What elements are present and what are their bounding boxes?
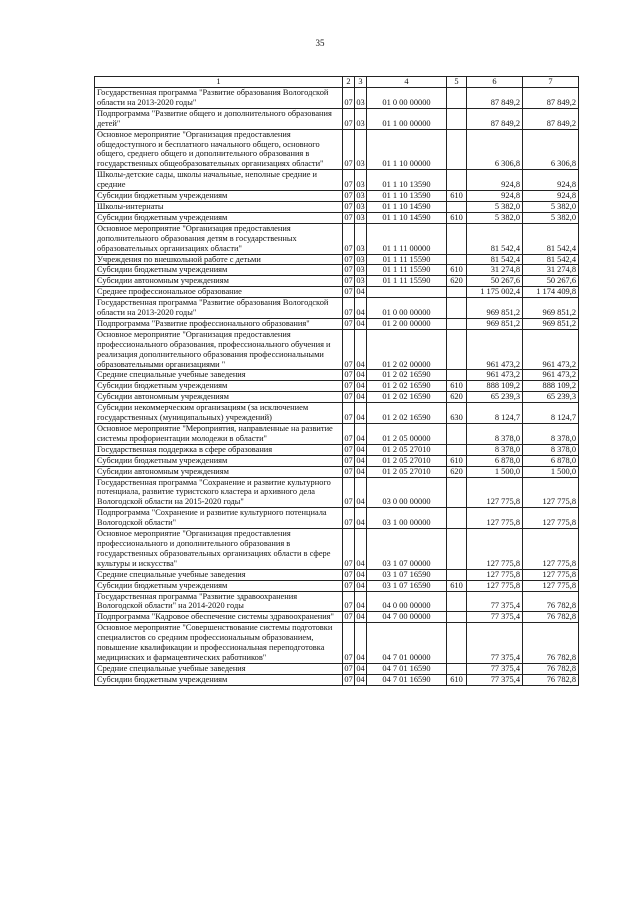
section-cell: 07 — [343, 477, 355, 508]
section-cell: 07 — [343, 129, 355, 170]
amount-cell-col6: 1 175 002,4 — [467, 287, 523, 298]
section-cell: 07 — [344, 318, 353, 328]
header-cell: 2 — [343, 77, 355, 88]
target-article-cell: 03 1 00 00000 — [367, 508, 447, 529]
subsection-cell: 04 — [355, 477, 367, 508]
amount-cell-col6: 77 375,4 — [467, 591, 523, 612]
table-row — [95, 212, 579, 223]
expense-type-cell — [447, 170, 467, 191]
row-name-cell: Подпрограмма "Кадровое обеспечение системы здравоохранения" — [95, 612, 343, 623]
subsection-cell: 03 — [355, 88, 367, 109]
amount-cell-col7: 87 849,2 — [523, 88, 579, 109]
header-cell: 6 — [467, 77, 523, 88]
header-cell: 4 — [367, 77, 447, 88]
section-cell: 07 — [344, 392, 353, 402]
target-article-cell: 01 2 02 16590 — [367, 381, 447, 392]
amount-cell-col7: 5 382,0 — [523, 212, 579, 223]
row-name-cell: Основное мероприятие "Организация предоставления дополнительного образования детям в государственных образовательных организациях области" — [95, 223, 343, 254]
target-article-cell: 01 0 00 00000 — [367, 298, 447, 319]
table-row — [95, 287, 579, 298]
row-name-cell: Школы-интернаты — [95, 201, 343, 212]
amount-cell-col6: 127 775,8 — [467, 529, 523, 570]
row-name-cell: Основное мероприятие "Совершенствование системы подготовки специалистов со средним профессиональным образованием, повышение квалификации и профессиональная переподготовка медицинских и фармацевтических работников" — [95, 623, 343, 664]
header-cell: 3 — [355, 77, 367, 88]
subsection-cell: 04 — [355, 591, 367, 612]
amount-cell-col6: 127 775,8 — [467, 508, 523, 529]
section-cell: 07 — [343, 591, 355, 612]
subsection-cell: 03 — [356, 265, 365, 275]
amount-cell-col7: 65 239,3 — [523, 392, 579, 403]
amount-cell-col7: 924,8 — [523, 170, 579, 191]
amount-cell-col6: 969 851,2 — [467, 318, 523, 329]
table-row — [95, 455, 579, 466]
target-article-cell: 01 1 11 15590 — [367, 276, 447, 287]
amount-cell-col7: 969 851,2 — [523, 298, 579, 319]
target-article-cell: 01 1 00 00000 — [367, 108, 447, 129]
expense-type-cell: 610 — [447, 381, 467, 392]
target-article-cell: 03 0 00 00000 — [367, 477, 447, 508]
table-row — [95, 569, 579, 580]
budget-table — [94, 76, 579, 686]
section-cell: 07 — [344, 466, 353, 476]
table-row — [95, 612, 579, 623]
amount-cell-col6: 50 267,6 — [467, 276, 523, 287]
expense-type-cell — [447, 370, 467, 381]
amount-cell-col6: 8 124,7 — [467, 403, 523, 424]
target-article-cell: 01 1 11 15590 — [367, 265, 447, 276]
table-row — [95, 170, 579, 191]
expense-type-cell — [447, 424, 467, 445]
amount-cell-col6: 8 378,0 — [467, 444, 523, 455]
table-row — [95, 477, 579, 508]
row-name-cell: Государственная программа "Развитие здравоохранения Вологодской области" на 2014-2020 годы — [95, 591, 343, 612]
section-cell: 07 — [344, 191, 353, 201]
table-row — [95, 381, 579, 392]
target-article-cell: 01 1 10 13590 — [367, 170, 447, 191]
subsection-cell: 04 — [355, 424, 367, 445]
section-cell: 07 — [343, 623, 355, 664]
target-article-cell: 04 7 01 16590 — [367, 663, 447, 674]
subsection-cell: 03 — [356, 212, 365, 222]
amount-cell-col7: 81 542,4 — [523, 223, 579, 254]
section-cell: 07 — [344, 674, 353, 684]
subsection-cell: 04 — [355, 529, 367, 570]
amount-cell-col6: 6 306,8 — [467, 129, 523, 170]
target-article-cell — [367, 287, 447, 298]
expense-type-cell — [447, 287, 467, 298]
amount-cell-col7: 127 775,8 — [523, 580, 579, 591]
expense-type-cell — [447, 508, 467, 529]
amount-cell-col7: 127 775,8 — [523, 477, 579, 508]
amount-cell-col7: 31 274,8 — [523, 265, 579, 276]
target-article-cell: 01 2 02 00000 — [367, 329, 447, 370]
section-cell: 07 — [344, 276, 353, 286]
target-article-cell: 01 1 10 14590 — [367, 212, 447, 223]
target-article-cell: 01 1 11 15590 — [367, 254, 447, 265]
amount-cell-col6: 77 375,4 — [467, 663, 523, 674]
expense-type-cell — [447, 612, 467, 623]
expense-type-cell — [447, 318, 467, 329]
amount-cell-col6: 8 378,0 — [467, 424, 523, 445]
section-cell: 07 — [343, 108, 355, 129]
row-name-cell: Подпрограмма "Развитие профессионального образования" — [95, 318, 343, 329]
section-cell: 07 — [343, 403, 355, 424]
table-row — [95, 298, 579, 319]
amount-cell-col7: 127 775,8 — [523, 569, 579, 580]
amount-cell-col7: 87 849,2 — [523, 108, 579, 129]
table-row — [95, 318, 579, 329]
target-article-cell: 01 2 05 27010 — [367, 455, 447, 466]
table-row — [95, 129, 579, 170]
amount-cell-col6: 888 109,2 — [467, 381, 523, 392]
subsection-cell: 03 — [356, 254, 365, 264]
row-name-cell: Средние специальные учебные заведения — [95, 569, 343, 580]
amount-cell-col6: 127 775,8 — [467, 580, 523, 591]
section-cell: 07 — [344, 569, 353, 579]
target-article-cell: 01 2 05 00000 — [367, 424, 447, 445]
amount-cell-col6: 127 775,8 — [467, 569, 523, 580]
subsection-cell: 04 — [355, 298, 367, 319]
target-article-cell: 01 2 02 16590 — [367, 392, 447, 403]
amount-cell-col7: 5 382,0 — [523, 201, 579, 212]
amount-cell-col7: 76 782,8 — [523, 623, 579, 664]
expense-type-cell: 610 — [447, 212, 467, 223]
table-row — [95, 392, 579, 403]
expense-type-cell: 620 — [447, 466, 467, 477]
section-cell: 07 — [343, 298, 355, 319]
row-name-cell: Субсидии бюджетным учреждениям — [95, 191, 343, 202]
amount-cell-col6: 961 473,2 — [467, 329, 523, 370]
section-cell: 07 — [343, 529, 355, 570]
amount-cell-col7: 127 775,8 — [523, 529, 579, 570]
expense-type-cell — [447, 223, 467, 254]
section-cell: 07 — [344, 663, 353, 673]
expense-type-cell: 610 — [447, 191, 467, 202]
amount-cell-col7: 81 542,4 — [523, 254, 579, 265]
expense-type-cell — [447, 477, 467, 508]
subsection-cell: 04 — [355, 329, 367, 370]
subsection-cell: 04 — [355, 623, 367, 664]
row-name-cell: Субсидии бюджетным учреждениям — [95, 212, 343, 223]
section-cell: 07 — [344, 212, 353, 222]
expense-type-cell — [447, 108, 467, 129]
target-article-cell: 03 1 07 16590 — [367, 580, 447, 591]
row-name-cell: Основное мероприятие "Мероприятия, направленные на развитие системы профориентации молодежи в области" — [95, 424, 343, 445]
subsection-cell: 04 — [356, 287, 365, 297]
amount-cell-col7: 8 378,0 — [523, 444, 579, 455]
subsection-cell: 03 — [356, 191, 365, 201]
amount-cell-col6: 5 382,0 — [467, 212, 523, 223]
table-row — [95, 370, 579, 381]
expense-type-cell — [447, 591, 467, 612]
expense-type-cell — [447, 663, 467, 674]
expense-type-cell: 620 — [447, 276, 467, 287]
amount-cell-col6: 6 878,0 — [467, 455, 523, 466]
subsection-cell: 03 — [355, 108, 367, 129]
amount-cell-col7: 76 782,8 — [523, 663, 579, 674]
row-name-cell: Субсидии автономным учреждениям — [95, 392, 343, 403]
row-name-cell: Субсидии бюджетным учреждениям — [95, 580, 343, 591]
amount-cell-col6: 77 375,4 — [467, 674, 523, 685]
amount-cell-col7: 1 500,0 — [523, 466, 579, 477]
table-header-row — [95, 77, 579, 88]
target-article-cell: 01 2 02 16590 — [367, 370, 447, 381]
amount-cell-col6: 127 775,8 — [467, 477, 523, 508]
section-cell: 07 — [343, 88, 355, 109]
amount-cell-col7: 50 267,6 — [523, 276, 579, 287]
target-article-cell: 03 1 07 16590 — [367, 569, 447, 580]
table-row — [95, 88, 579, 109]
subsection-cell: 03 — [356, 276, 365, 286]
row-name-cell: Основное мероприятие "Организация предоставления общедоступного и бесплатного начального общего, основного общего, среднего общего и дополнительного образования в государственных общеобразовательных организациях области" — [95, 129, 343, 170]
expense-type-cell: 610 — [447, 580, 467, 591]
table-row — [95, 466, 579, 477]
row-name-cell: Субсидии бюджетным учреждениям — [95, 674, 343, 685]
amount-cell-col7: 961 473,2 — [523, 329, 579, 370]
row-name-cell: Подпрограмма "Сохранение и развитие культурного потенциала Вологодской области" — [95, 508, 343, 529]
target-article-cell: 01 1 10 00000 — [367, 129, 447, 170]
subsection-cell: 04 — [355, 403, 367, 424]
table-row — [95, 223, 579, 254]
amount-cell-col7: 1 174 409,8 — [523, 287, 579, 298]
amount-cell-col6: 1 500,0 — [467, 466, 523, 477]
subsection-cell: 04 — [356, 370, 365, 380]
target-article-cell: 04 7 01 16590 — [367, 674, 447, 685]
section-cell: 07 — [343, 223, 355, 254]
row-name-cell: Школы-детские сады, школы начальные, неполные средние и средние — [95, 170, 343, 191]
section-cell: 07 — [343, 424, 355, 445]
expense-type-cell — [447, 129, 467, 170]
expense-type-cell — [447, 254, 467, 265]
target-article-cell: 01 1 10 13590 — [367, 191, 447, 202]
subsection-cell: 04 — [356, 569, 365, 579]
amount-cell-col6: 87 849,2 — [467, 88, 523, 109]
expense-type-cell: 630 — [447, 403, 467, 424]
amount-cell-col7: 76 782,8 — [523, 674, 579, 685]
section-cell: 07 — [344, 444, 353, 454]
target-article-cell: 01 1 10 14590 — [367, 201, 447, 212]
target-article-cell: 01 2 02 16590 — [367, 403, 447, 424]
table-row — [95, 191, 579, 202]
table-row — [95, 591, 579, 612]
table-body — [95, 88, 579, 686]
amount-cell-col6: 924,8 — [467, 170, 523, 191]
expense-type-cell: 610 — [447, 265, 467, 276]
table-row — [95, 674, 579, 685]
amount-cell-col6: 969 851,2 — [467, 298, 523, 319]
target-article-cell: 01 2 00 00000 — [367, 318, 447, 329]
expense-type-cell — [447, 88, 467, 109]
target-article-cell: 03 1 07 00000 — [367, 529, 447, 570]
target-article-cell: 01 2 05 27010 — [367, 444, 447, 455]
table-row — [95, 108, 579, 129]
header-cell: 1 — [95, 77, 343, 88]
row-name-cell: Субсидии автономным учреждениям — [95, 276, 343, 287]
table-row — [95, 265, 579, 276]
expense-type-cell — [447, 444, 467, 455]
amount-cell-col7: 6 878,0 — [523, 455, 579, 466]
subsection-cell: 04 — [356, 674, 365, 684]
table-row — [95, 580, 579, 591]
row-name-cell: Средние специальные учебные заведения — [95, 663, 343, 674]
amount-cell-col7: 8 378,0 — [523, 424, 579, 445]
row-name-cell: Основное мероприятие "Организация предоставления профессионального образования, профессионального обучения и реализация дополнительного образования профессиональными образовательными организациями " — [95, 329, 343, 370]
section-cell: 07 — [344, 381, 353, 391]
target-article-cell: 01 0 00 00000 — [367, 88, 447, 109]
target-article-cell: 01 2 05 27010 — [367, 466, 447, 477]
subsection-cell: 03 — [355, 129, 367, 170]
expense-type-cell — [447, 623, 467, 664]
amount-cell-col6: 961 473,2 — [467, 370, 523, 381]
amount-cell-col6: 65 239,3 — [467, 392, 523, 403]
amount-cell-col7: 8 124,7 — [523, 403, 579, 424]
row-name-cell: Среднее профессиональное образование — [95, 287, 343, 298]
subsection-cell: 03 — [355, 170, 367, 191]
target-article-cell: 04 7 01 00000 — [367, 623, 447, 664]
subsection-cell: 04 — [356, 466, 365, 476]
amount-cell-col7: 6 306,8 — [523, 129, 579, 170]
row-name-cell: Субсидии бюджетным учреждениям — [95, 455, 343, 466]
amount-cell-col6: 77 375,4 — [467, 623, 523, 664]
amount-cell-col6: 81 542,4 — [467, 254, 523, 265]
section-cell: 07 — [344, 265, 353, 275]
subsection-cell: 03 — [356, 201, 365, 211]
subsection-cell: 04 — [356, 612, 365, 622]
subsection-cell: 04 — [355, 508, 367, 529]
section-cell: 07 — [344, 201, 353, 211]
section-cell: 07 — [344, 612, 353, 622]
expense-type-cell: 620 — [447, 392, 467, 403]
section-cell: 07 — [343, 329, 355, 370]
subsection-cell: 04 — [356, 444, 365, 454]
page-number: 35 — [315, 38, 325, 48]
header-cell: 5 — [447, 77, 467, 88]
subsection-cell: 04 — [356, 392, 365, 402]
table-row — [95, 329, 579, 370]
section-cell: 07 — [344, 287, 353, 297]
table-row — [95, 254, 579, 265]
subsection-cell: 03 — [355, 223, 367, 254]
amount-cell-col6: 924,8 — [467, 191, 523, 202]
row-name-cell: Учреждения по внешкольной работе с детьми — [95, 254, 343, 265]
section-cell: 07 — [344, 254, 353, 264]
expense-type-cell — [447, 201, 467, 212]
table-row — [95, 276, 579, 287]
row-name-cell: Государственная программа "Развитие образования Вологодской области на 2013-2020 годы" — [95, 88, 343, 109]
table-row — [95, 201, 579, 212]
expense-type-cell — [447, 569, 467, 580]
table-row — [95, 529, 579, 570]
section-cell: 07 — [344, 580, 353, 590]
expense-type-cell: 610 — [447, 455, 467, 466]
table-row — [95, 424, 579, 445]
amount-cell-col6: 81 542,4 — [467, 223, 523, 254]
row-name-cell: Подпрограмма "Развитие общего и дополнительного образования детей" — [95, 108, 343, 129]
amount-cell-col6: 31 274,8 — [467, 265, 523, 276]
amount-cell-col7: 76 782,8 — [523, 591, 579, 612]
amount-cell-col6: 5 382,0 — [467, 201, 523, 212]
amount-cell-col7: 961 473,2 — [523, 370, 579, 381]
target-article-cell: 04 7 00 00000 — [367, 612, 447, 623]
amount-cell-col6: 77 375,4 — [467, 612, 523, 623]
section-cell: 07 — [344, 370, 353, 380]
expense-type-cell — [447, 529, 467, 570]
row-name-cell: Субсидии бюджетным учреждениям — [95, 381, 343, 392]
section-cell: 07 — [343, 508, 355, 529]
amount-cell-col7: 76 782,8 — [523, 612, 579, 623]
subsection-cell: 04 — [356, 455, 365, 465]
row-name-cell: Средние специальные учебные заведения — [95, 370, 343, 381]
section-cell: 07 — [343, 170, 355, 191]
expense-type-cell — [447, 298, 467, 319]
table-row — [95, 403, 579, 424]
row-name-cell: Основное мероприятие "Организация предоставления профессионального и дополнительного образования в государственных образовательных организациях области в сфере культуры и искусства" — [95, 529, 343, 570]
header-cell: 7 — [523, 77, 579, 88]
amount-cell-col7: 127 775,8 — [523, 508, 579, 529]
target-article-cell: 04 0 00 00000 — [367, 591, 447, 612]
amount-cell-col7: 924,8 — [523, 191, 579, 202]
target-article-cell: 01 1 11 00000 — [367, 223, 447, 254]
subsection-cell: 04 — [356, 381, 365, 391]
row-name-cell: Государственная поддержка в сфере образования — [95, 444, 343, 455]
subsection-cell: 04 — [356, 663, 365, 673]
amount-cell-col7: 969 851,2 — [523, 318, 579, 329]
expense-type-cell — [447, 329, 467, 370]
table-row — [95, 508, 579, 529]
table-row — [95, 663, 579, 674]
row-name-cell: Субсидии бюджетным учреждениям — [95, 265, 343, 276]
table-row — [95, 623, 579, 664]
row-name-cell: Государственная программа "Развитие образования Вологодской области на 2013-2020 годы" — [95, 298, 343, 319]
row-name-cell: Государственная программа "Сохранение и развитие культурного потенциала, развитие туристского кластера и архивного дела Вологодской области на 2015-2020 годы" — [95, 477, 343, 508]
row-name-cell: Субсидии автономным учреждениям — [95, 466, 343, 477]
section-cell: 07 — [344, 455, 353, 465]
table-row — [95, 444, 579, 455]
expense-type-cell: 610 — [447, 674, 467, 685]
subsection-cell: 04 — [356, 580, 365, 590]
amount-cell-col6: 87 849,2 — [467, 108, 523, 129]
subsection-cell: 04 — [356, 318, 365, 328]
amount-cell-col7: 888 109,2 — [523, 381, 579, 392]
row-name-cell: Субсидии некоммерческим организациям (за исключением государственных (муниципальных) учреждений) — [95, 403, 343, 424]
